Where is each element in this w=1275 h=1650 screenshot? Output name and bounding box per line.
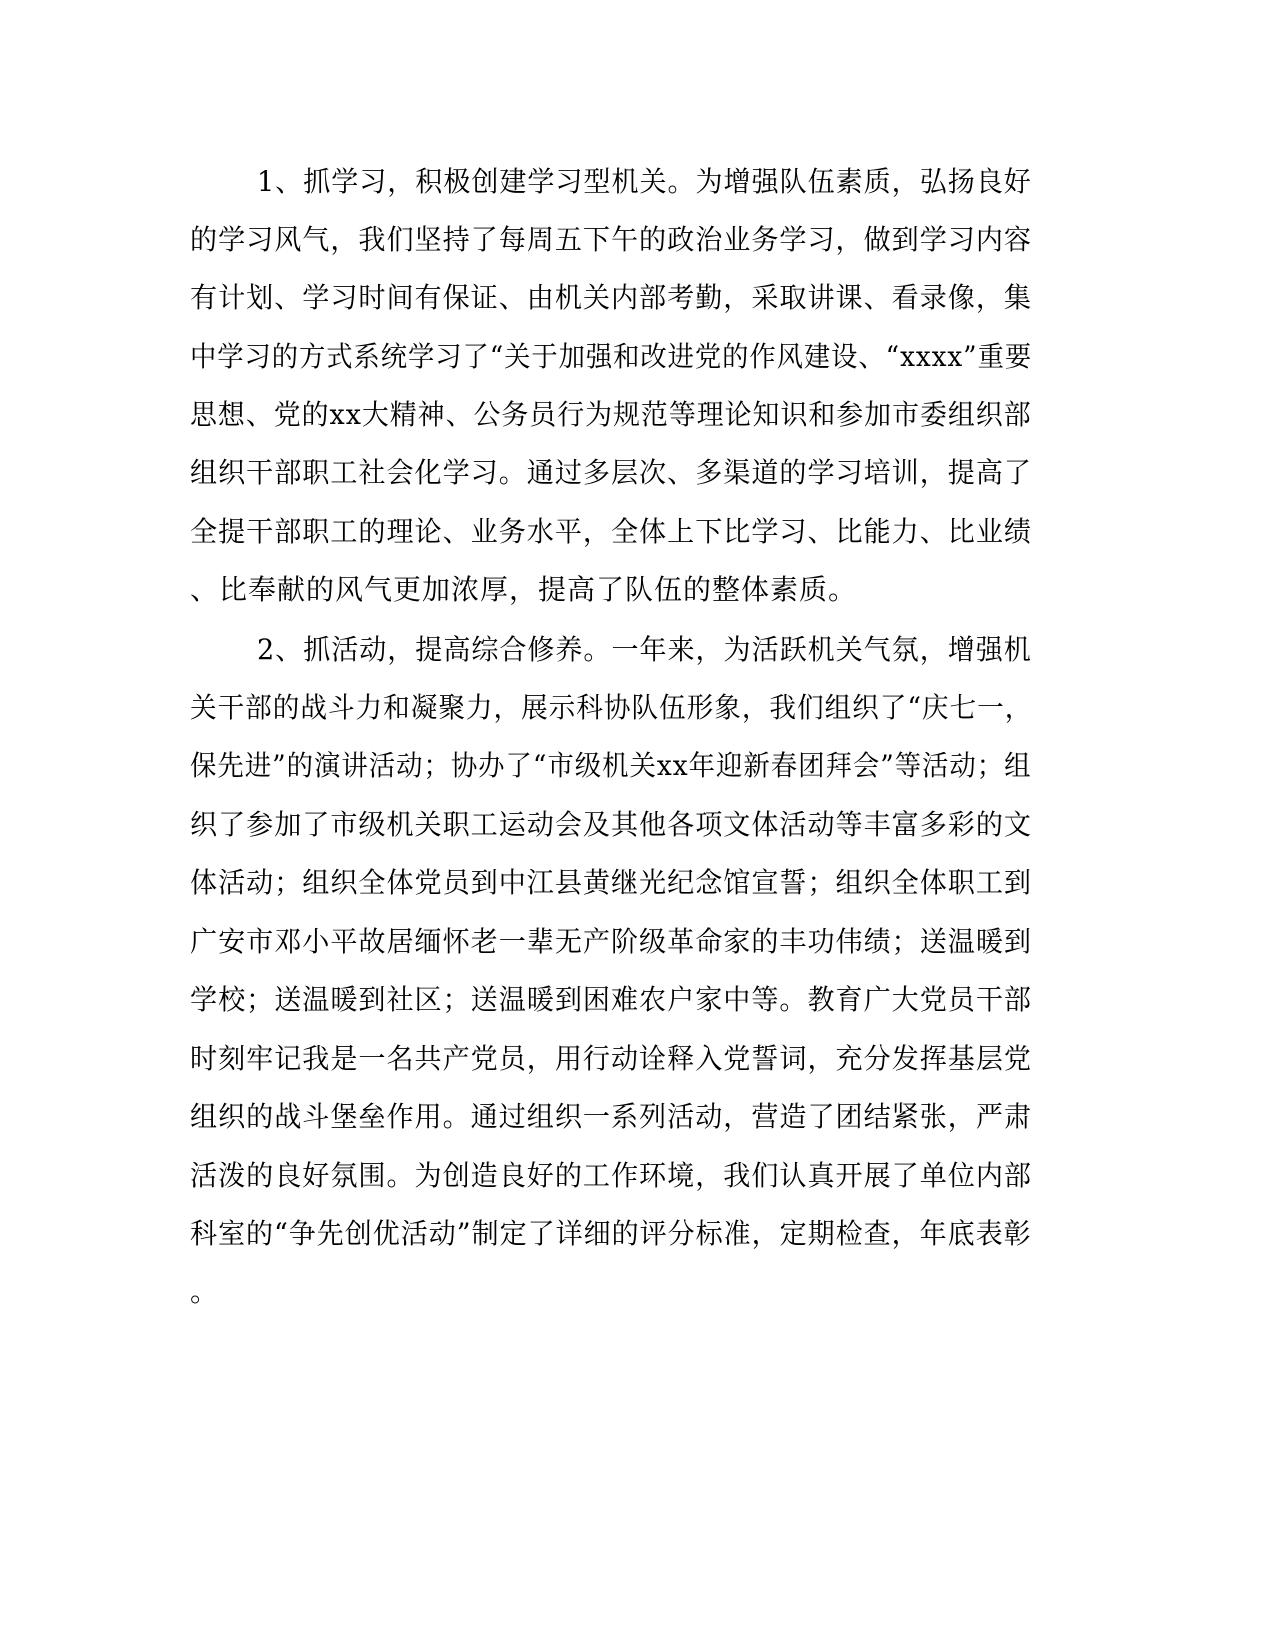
paragraph-line: 、比奉献的风气更加浓厚，提高了队伍的整体素质。 bbox=[190, 573, 858, 606]
paragraph-line: 组织干部职工社会化学习。通过多层次、多渠道的学习培训，提高了 bbox=[190, 456, 1033, 489]
paragraph-line: 思想、党的xx大精神、公务员行为规范等理论知识和参加市委组织部 bbox=[190, 398, 1032, 431]
paragraph-line: 活泼的良好氛围。为创造良好的工作环境，我们认真开展了单位内部 bbox=[190, 1159, 1033, 1192]
paragraph-line: 全提干部职工的理论、业务水平，全体上下比学习、比能力、比业绩 bbox=[190, 515, 1033, 548]
paragraph-line: 体活动；组织全体党员到中江县黄继光纪念馆宣誓；组织全体职工到 bbox=[190, 866, 1033, 899]
paragraph-line: 时刻牢记我是一名共产党员，用行动诠释入党誓词，充分发挥基层党 bbox=[190, 1042, 1033, 1075]
paragraph-line: 组织的战斗堡垒作用。通过组织一系列活动，营造了团结紧张，严肃 bbox=[190, 1100, 1033, 1133]
paragraph-line: 保先进”的演讲活动；协办了“市级机关xx年迎新春团拜会”等活动；组 bbox=[190, 749, 1032, 782]
paragraph-line: 科室的“争先创优活动”制定了详细的评分标准，定期检查，年底表彰 bbox=[190, 1217, 1032, 1250]
paragraph-line: 2、抓活动，提高综合修养。一年来，为活跃机关气氛，增强机 bbox=[257, 633, 1032, 666]
paragraph-line: 广安市邓小平故居缅怀老一辈无产阶级革命家的丰功伟绩；送温暖到 bbox=[190, 925, 1033, 958]
paragraph-line: 1、抓学习，积极创建学习型机关。为增强队伍素质，弘扬良好 bbox=[257, 165, 1032, 198]
paragraph-line: 的学习风气，我们坚持了每周五下午的政治业务学习，做到学习内容 bbox=[190, 223, 1033, 256]
paragraph-line: 有计划、学习时间有保证、由机关内部考勤，采取讲课、看录像，集 bbox=[190, 281, 1033, 314]
paragraph-line: 织了参加了市级机关职工运动会及其他各项文体活动等丰富多彩的文 bbox=[190, 808, 1033, 841]
paragraph-line: 中学习的方式系统学习了“关于加强和改进党的作风建设、“xxxx”重要 bbox=[190, 340, 1033, 373]
paragraph-line: 关干部的战斗力和凝聚力，展示科协队伍形象，我们组织了“庆七一， bbox=[190, 691, 1033, 724]
paragraph-line: 。 bbox=[190, 1275, 220, 1308]
paragraph-line: 学校；送温暖到社区；送温暖到困难农户家中等。教育广大党员干部 bbox=[190, 983, 1033, 1016]
